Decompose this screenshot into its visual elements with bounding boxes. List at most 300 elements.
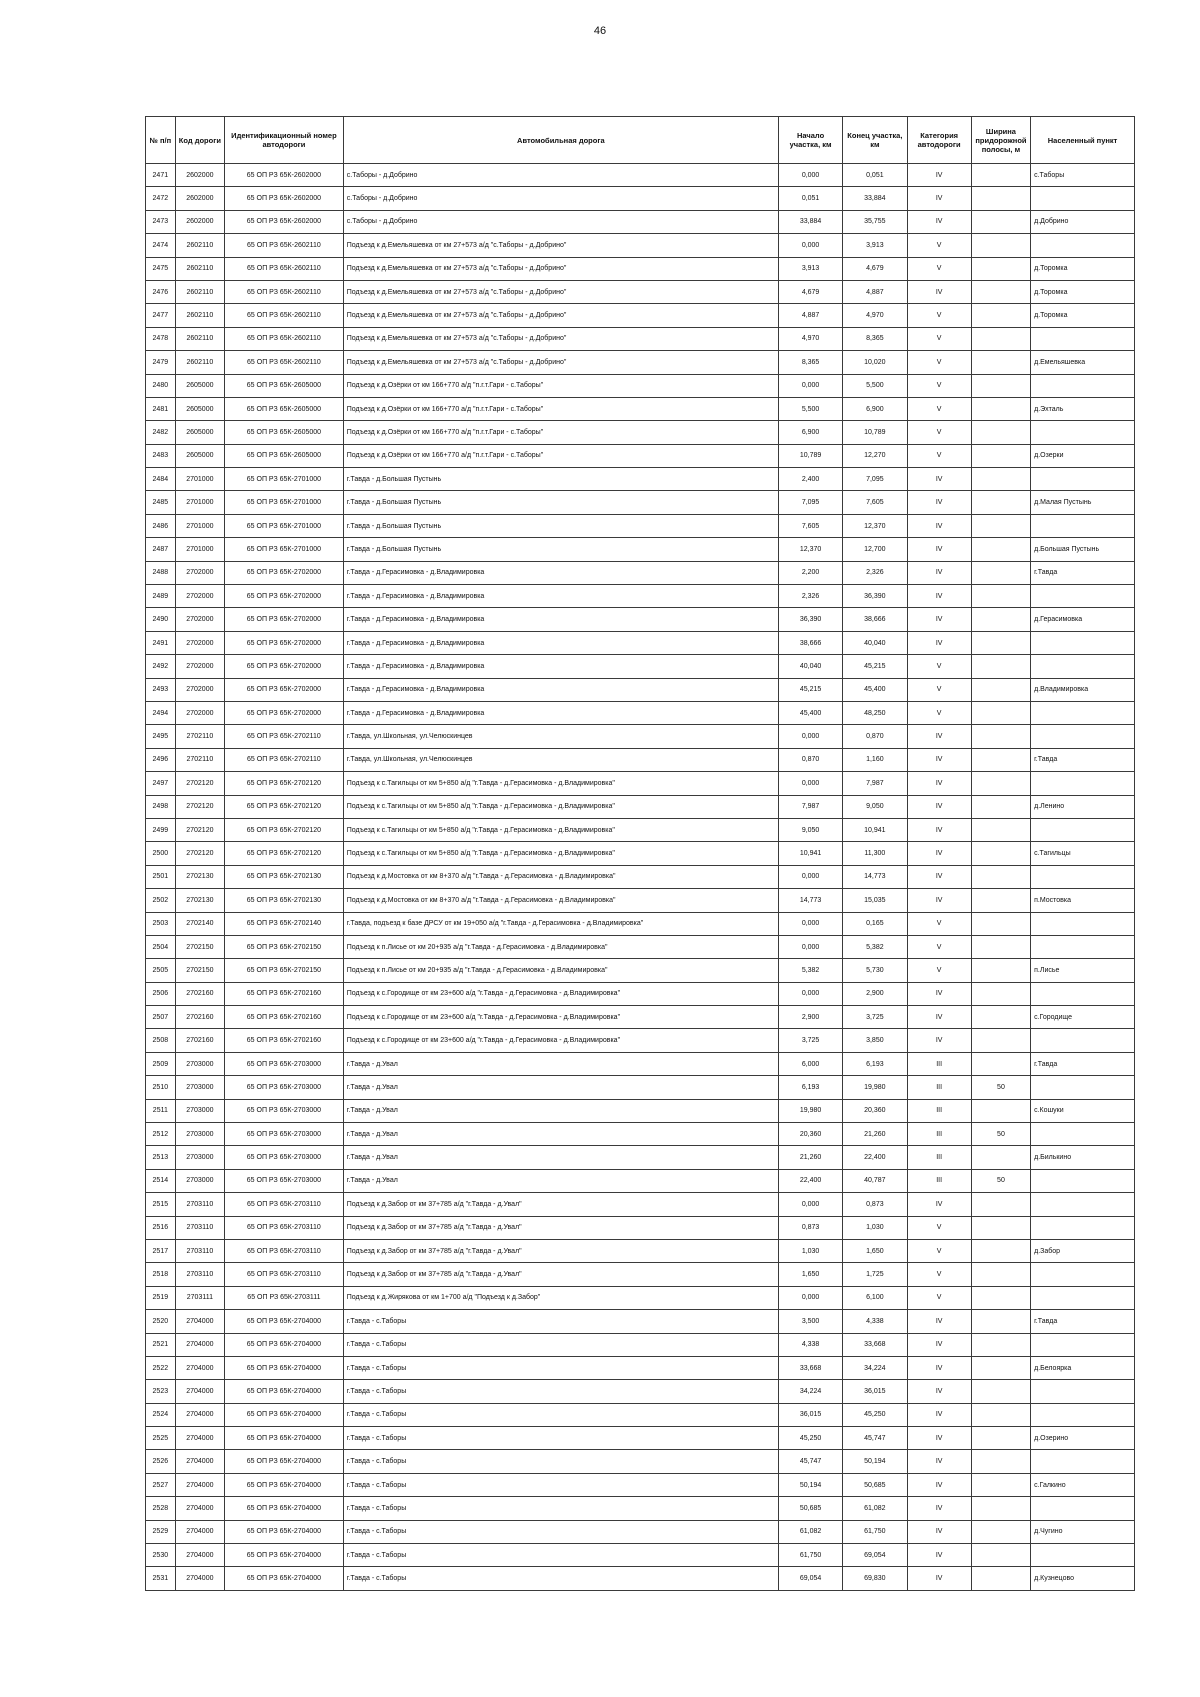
road-id-cell: 65 ОП РЗ 65К-2602110 [225, 304, 344, 327]
table-row [146, 865, 1135, 888]
row-number-cell: 2510 [146, 1076, 176, 1099]
row-number-cell: 2476 [146, 280, 176, 303]
category-cell: IV [907, 1193, 971, 1216]
road-id-cell: 65 ОП РЗ 65К-2704000 [225, 1403, 344, 1426]
roadside-width-cell [971, 842, 1030, 865]
settlement-cell [1031, 187, 1135, 210]
row-number-cell: 2471 [146, 164, 176, 187]
row-number-cell: 2498 [146, 795, 176, 818]
roadside-width-cell [971, 935, 1030, 958]
road-code-cell: 2702120 [175, 772, 224, 795]
settlement-cell: д.Озерино [1031, 1427, 1135, 1450]
road-code-cell: 2602110 [175, 327, 224, 350]
table-row [146, 1239, 1135, 1262]
road-name-cell: г.Тавда - с.Таборы [343, 1380, 778, 1403]
road-id-cell: 65 ОП РЗ 65К-2702000 [225, 678, 344, 701]
row-number-cell: 2529 [146, 1520, 176, 1543]
start-km-cell: 33,668 [778, 1356, 842, 1379]
start-km-cell: 2,900 [778, 1006, 842, 1029]
roadside-width-cell [971, 1216, 1030, 1239]
row-number-cell: 2527 [146, 1473, 176, 1496]
road-name-cell: Подъезд к д.Жиряковa от км 1+700 а/д "Подъезд к д.Забор" [343, 1286, 778, 1309]
table-row [146, 234, 1135, 257]
category-cell: IV [907, 1450, 971, 1473]
row-number-cell: 2490 [146, 608, 176, 631]
roadside-width-cell: 50 [971, 1169, 1030, 1192]
roadside-width-cell [971, 1193, 1030, 1216]
road-id-cell: 65 ОП РЗ 65К-2702120 [225, 842, 344, 865]
row-number-cell: 2484 [146, 468, 176, 491]
category-cell: V [907, 444, 971, 467]
road-id-cell: 65 ОП РЗ 65К-2702000 [225, 585, 344, 608]
road-name-cell: г.Тавда - д.Большая Пустынь [343, 514, 778, 537]
category-cell: IV [907, 1310, 971, 1333]
category-cell: IV [907, 1520, 971, 1543]
road-id-cell: 65 ОП РЗ 65К-2703000 [225, 1146, 344, 1169]
settlement-cell [1031, 818, 1135, 841]
start-km-cell: 6,900 [778, 421, 842, 444]
row-number-cell: 2486 [146, 514, 176, 537]
roadside-width-cell [971, 1239, 1030, 1262]
start-km-cell: 0,870 [778, 748, 842, 771]
table-row [146, 1123, 1135, 1146]
road-id-cell: 65 ОП РЗ 65К-2703000 [225, 1076, 344, 1099]
road-code-cell: 2702110 [175, 748, 224, 771]
category-cell: IV [907, 1497, 971, 1520]
start-km-cell: 12,370 [778, 538, 842, 561]
settlement-cell [1031, 1169, 1135, 1192]
table-row [146, 1567, 1135, 1590]
roadside-width-cell [971, 538, 1030, 561]
road-id-cell: 65 ОП РЗ 65К-2703110 [225, 1193, 344, 1216]
roadside-width-cell [971, 234, 1030, 257]
end-km-cell: 0,165 [843, 912, 907, 935]
road-code-cell: 2602000 [175, 187, 224, 210]
table-row [146, 1544, 1135, 1567]
row-number-cell: 2475 [146, 257, 176, 280]
road-code-cell: 2702160 [175, 982, 224, 1005]
roadside-width-cell [971, 1380, 1030, 1403]
row-number-cell: 2519 [146, 1286, 176, 1309]
road-name-cell: г.Тавда - д.Герасимовка - д.Владимировка [343, 561, 778, 584]
category-cell: V [907, 327, 971, 350]
column-header: Автомобильная дорога [343, 117, 778, 164]
road-id-cell: 65 ОП РЗ 65К-2704000 [225, 1497, 344, 1520]
start-km-cell: 2,326 [778, 585, 842, 608]
settlement-cell: д.Большая Пустынь [1031, 538, 1135, 561]
road-name-cell: г.Тавда - с.Таборы [343, 1403, 778, 1426]
category-cell: IV [907, 772, 971, 795]
road-id-cell: 65 ОП РЗ 65К-2701000 [225, 491, 344, 514]
table-row [146, 468, 1135, 491]
roadside-width-cell [971, 959, 1030, 982]
road-id-cell: 65 ОП РЗ 65К-2702160 [225, 1029, 344, 1052]
road-name-cell: г.Тавда - д.Герасимовка - д.Владимировка [343, 678, 778, 701]
road-code-cell: 2702000 [175, 678, 224, 701]
category-cell: V [907, 678, 971, 701]
row-number-cell: 2474 [146, 234, 176, 257]
table-row [146, 491, 1135, 514]
end-km-cell: 3,850 [843, 1029, 907, 1052]
row-number-cell: 2489 [146, 585, 176, 608]
end-km-cell: 5,500 [843, 374, 907, 397]
road-name-cell: г.Тавда - с.Таборы [343, 1567, 778, 1590]
road-code-cell: 2703110 [175, 1239, 224, 1262]
table-row [146, 678, 1135, 701]
table-row [146, 514, 1135, 537]
row-number-cell: 2523 [146, 1380, 176, 1403]
category-cell: V [907, 421, 971, 444]
settlement-cell [1031, 1403, 1135, 1426]
roadside-width-cell [971, 655, 1030, 678]
table-row [146, 1356, 1135, 1379]
settlement-cell [1031, 1544, 1135, 1567]
road-name-cell: г.Тавда - д.Увал [343, 1146, 778, 1169]
start-km-cell: 22,400 [778, 1169, 842, 1192]
settlement-cell [1031, 374, 1135, 397]
category-cell: V [907, 351, 971, 374]
table-row [146, 1099, 1135, 1122]
category-cell: V [907, 912, 971, 935]
category-cell: IV [907, 164, 971, 187]
category-cell: IV [907, 1567, 971, 1590]
start-km-cell: 61,750 [778, 1544, 842, 1567]
end-km-cell: 21,260 [843, 1123, 907, 1146]
row-number-cell: 2508 [146, 1029, 176, 1052]
road-id-cell: 65 ОП РЗ 65К-2701000 [225, 468, 344, 491]
start-km-cell: 50,194 [778, 1473, 842, 1496]
settlement-cell: г.Тавда [1031, 561, 1135, 584]
settlement-cell: г.Тавда [1031, 1310, 1135, 1333]
road-name-cell: г.Тавда - с.Таборы [343, 1333, 778, 1356]
road-name-cell: Подъезд к д.Мостовка от км 8+370 а/д "г.Тавда - д.Герасимовка - д.Владимировка" [343, 865, 778, 888]
road-name-cell: Подъезд к с.Тагильцы от км 5+850 а/д "г.Тавда - д.Герасимовка - д.Владимировка" [343, 795, 778, 818]
category-cell: IV [907, 748, 971, 771]
end-km-cell: 33,668 [843, 1333, 907, 1356]
column-header: № п/п [146, 117, 176, 164]
road-name-cell: г.Тавда - д.Герасимовка - д.Владимировка [343, 655, 778, 678]
settlement-cell: д.Торомка [1031, 280, 1135, 303]
start-km-cell: 4,679 [778, 280, 842, 303]
start-km-cell: 0,051 [778, 187, 842, 210]
road-code-cell: 2704000 [175, 1427, 224, 1450]
road-id-cell: 65 ОП РЗ 65К-2702130 [225, 889, 344, 912]
road-code-cell: 2703000 [175, 1123, 224, 1146]
table-row [146, 1216, 1135, 1239]
road-code-cell: 2704000 [175, 1380, 224, 1403]
road-name-cell: Подъезд к п.Лисье от км 20+935 а/д "г.Тавда - д.Герасимовка - д.Владимировка" [343, 935, 778, 958]
road-id-cell: 65 ОП РЗ 65К-2702160 [225, 982, 344, 1005]
row-number-cell: 2494 [146, 701, 176, 724]
road-id-cell: 65 ОП РЗ 65К-2703000 [225, 1169, 344, 1192]
settlement-cell [1031, 1123, 1135, 1146]
row-number-cell: 2477 [146, 304, 176, 327]
road-id-cell: 65 ОП РЗ 65К-2703110 [225, 1263, 344, 1286]
roadside-width-cell [971, 1520, 1030, 1543]
table-header-row [146, 117, 1135, 164]
start-km-cell: 36,015 [778, 1403, 842, 1426]
road-id-cell: 65 ОП РЗ 65К-2702000 [225, 608, 344, 631]
start-km-cell: 7,605 [778, 514, 842, 537]
road-code-cell: 2703000 [175, 1099, 224, 1122]
settlement-cell [1031, 701, 1135, 724]
road-id-cell: 65 ОП РЗ 65К-2702120 [225, 772, 344, 795]
end-km-cell: 6,900 [843, 397, 907, 420]
roadside-width-cell [971, 748, 1030, 771]
end-km-cell: 12,370 [843, 514, 907, 537]
settlement-cell [1031, 1193, 1135, 1216]
category-cell: V [907, 935, 971, 958]
roadside-width-cell [971, 772, 1030, 795]
roadside-width-cell [971, 374, 1030, 397]
settlement-cell: д.Ленино [1031, 795, 1135, 818]
end-km-cell: 0,870 [843, 725, 907, 748]
table-row [146, 1052, 1135, 1075]
roadside-width-cell [971, 421, 1030, 444]
road-id-cell: 65 ОП РЗ 65К-2605000 [225, 444, 344, 467]
end-km-cell: 8,365 [843, 327, 907, 350]
road-name-cell: Подъезд к д.Мостовка от км 8+370 а/д "г.Тавда - д.Герасимовка - д.Владимировка" [343, 889, 778, 912]
start-km-cell: 0,000 [778, 935, 842, 958]
start-km-cell: 6,000 [778, 1052, 842, 1075]
end-km-cell: 1,160 [843, 748, 907, 771]
road-name-cell: Подъезд к д.Емельяшевка от км 27+573 а/д "с.Таборы - д.Добрино" [343, 280, 778, 303]
settlement-cell: с.Городище [1031, 1006, 1135, 1029]
table-row [146, 748, 1135, 771]
road-id-cell: 65 ОП РЗ 65К-2702000 [225, 631, 344, 654]
road-name-cell: г.Тавда - с.Таборы [343, 1544, 778, 1567]
road-id-cell: 65 ОП РЗ 65К-2602110 [225, 351, 344, 374]
end-km-cell: 33,884 [843, 187, 907, 210]
end-km-cell: 36,015 [843, 1380, 907, 1403]
row-number-cell: 2515 [146, 1193, 176, 1216]
road-id-cell: 65 ОП РЗ 65К-2702110 [225, 725, 344, 748]
road-name-cell: г.Тавда - с.Таборы [343, 1356, 778, 1379]
row-number-cell: 2488 [146, 561, 176, 584]
roadside-width-cell [971, 1263, 1030, 1286]
table-row [146, 912, 1135, 935]
roadside-width-cell [971, 491, 1030, 514]
roadside-width-cell [971, 585, 1030, 608]
category-cell: IV [907, 1029, 971, 1052]
category-cell: IV [907, 187, 971, 210]
road-code-cell: 2704000 [175, 1497, 224, 1520]
roadside-width-cell [971, 795, 1030, 818]
end-km-cell: 3,725 [843, 1006, 907, 1029]
settlement-cell: п.Мостовка [1031, 889, 1135, 912]
category-cell: IV [907, 468, 971, 491]
column-header: Начало участка, км [778, 117, 842, 164]
start-km-cell: 6,193 [778, 1076, 842, 1099]
settlement-cell: п.Лисье [1031, 959, 1135, 982]
road-name-cell: г.Тавда - д.Герасимовка - д.Владимировка [343, 608, 778, 631]
roadside-width-cell [971, 1006, 1030, 1029]
road-code-cell: 2703110 [175, 1193, 224, 1216]
settlement-cell [1031, 585, 1135, 608]
end-km-cell: 69,830 [843, 1567, 907, 1590]
road-code-cell: 2602110 [175, 234, 224, 257]
start-km-cell: 45,747 [778, 1450, 842, 1473]
settlement-cell [1031, 468, 1135, 491]
road-id-cell: 65 ОП РЗ 65К-2702000 [225, 655, 344, 678]
road-id-cell: 65 ОП РЗ 65К-2602000 [225, 164, 344, 187]
road-name-cell: Подъезд к с.Городище от км 23+600 а/д "г.Тавда - д.Герасимовка - д.Владимировка" [343, 982, 778, 1005]
start-km-cell: 1,030 [778, 1239, 842, 1262]
row-number-cell: 2499 [146, 818, 176, 841]
category-cell: IV [907, 1333, 971, 1356]
road-code-cell: 2702000 [175, 631, 224, 654]
table-row [146, 1497, 1135, 1520]
road-code-cell: 2704000 [175, 1310, 224, 1333]
road-id-cell: 65 ОП РЗ 65К-2602110 [225, 257, 344, 280]
category-cell: IV [907, 1403, 971, 1426]
road-name-cell: г.Тавда - д.Большая Пустынь [343, 468, 778, 491]
roadside-width-cell [971, 678, 1030, 701]
category-cell: IV [907, 1544, 971, 1567]
row-number-cell: 2530 [146, 1544, 176, 1567]
category-cell: V [907, 959, 971, 982]
settlement-cell: д.Забор [1031, 1239, 1135, 1262]
road-code-cell: 2702130 [175, 865, 224, 888]
road-name-cell: Подъезд к д.Емельяшевка от км 27+573 а/д "с.Таборы - д.Добрино" [343, 351, 778, 374]
start-km-cell: 10,941 [778, 842, 842, 865]
road-code-cell: 2704000 [175, 1356, 224, 1379]
roadside-width-cell [971, 608, 1030, 631]
row-number-cell: 2482 [146, 421, 176, 444]
category-cell: IV [907, 1356, 971, 1379]
category-cell: IV [907, 1006, 971, 1029]
row-number-cell: 2485 [146, 491, 176, 514]
category-cell: III [907, 1076, 971, 1099]
start-km-cell: 0,000 [778, 1193, 842, 1216]
row-number-cell: 2503 [146, 912, 176, 935]
row-number-cell: 2505 [146, 959, 176, 982]
road-name-cell: Подъезд к д.Емельяшевка от км 27+573 а/д "с.Таборы - д.Добрино" [343, 234, 778, 257]
road-code-cell: 2702140 [175, 912, 224, 935]
road-id-cell: 65 ОП РЗ 65К-2702120 [225, 818, 344, 841]
category-cell: IV [907, 514, 971, 537]
settlement-cell: д.Емельяшевка [1031, 351, 1135, 374]
road-id-cell: 65 ОП РЗ 65К-2702120 [225, 795, 344, 818]
road-name-cell: Подъезд к п.Лисье от км 20+935 а/д "г.Тавда - д.Герасимовка - д.Владимировка" [343, 959, 778, 982]
row-number-cell: 2497 [146, 772, 176, 795]
start-km-cell: 0,000 [778, 1286, 842, 1309]
roadside-width-cell [971, 1567, 1030, 1590]
category-cell: V [907, 1216, 971, 1239]
end-km-cell: 48,250 [843, 701, 907, 724]
settlement-cell [1031, 772, 1135, 795]
roadside-width-cell [971, 1029, 1030, 1052]
settlement-cell: д.Озерки [1031, 444, 1135, 467]
road-name-cell: Подъезд к с.Городище от км 23+600 а/д "г.Тавда - д.Герасимовка - д.Владимировка" [343, 1006, 778, 1029]
road-name-cell: Подъезд к д.Озёрки от км 166+770 а/д "п.г.т.Гари - с.Таборы" [343, 444, 778, 467]
start-km-cell: 3,913 [778, 257, 842, 280]
start-km-cell: 0,000 [778, 912, 842, 935]
category-cell: IV [907, 608, 971, 631]
end-km-cell: 45,747 [843, 1427, 907, 1450]
start-km-cell: 0,000 [778, 982, 842, 1005]
column-header: Категория автодороги [907, 117, 971, 164]
roadside-width-cell [971, 561, 1030, 584]
table-row [146, 1310, 1135, 1333]
start-km-cell: 40,040 [778, 655, 842, 678]
category-cell: IV [907, 889, 971, 912]
road-code-cell: 2704000 [175, 1567, 224, 1590]
start-km-cell: 4,970 [778, 327, 842, 350]
road-code-cell: 2605000 [175, 444, 224, 467]
table-row [146, 1169, 1135, 1192]
start-km-cell: 10,789 [778, 444, 842, 467]
table-row [146, 701, 1135, 724]
start-km-cell: 0,000 [778, 865, 842, 888]
row-number-cell: 2495 [146, 725, 176, 748]
column-header: Ширина придорожной полосы, м [971, 117, 1030, 164]
road-name-cell: Подъезд к с.Городище от км 23+600 а/д "г.Тавда - д.Герасимовка - д.Владимировка" [343, 1029, 778, 1052]
start-km-cell: 45,250 [778, 1427, 842, 1450]
road-code-cell: 2702130 [175, 889, 224, 912]
start-km-cell: 50,685 [778, 1497, 842, 1520]
roadside-width-cell [971, 164, 1030, 187]
roadside-width-cell: 50 [971, 1123, 1030, 1146]
roadside-width-cell [971, 889, 1030, 912]
road-code-cell: 2602110 [175, 351, 224, 374]
category-cell: V [907, 655, 971, 678]
settlement-cell: д.Владимировка [1031, 678, 1135, 701]
table-row [146, 725, 1135, 748]
end-km-cell: 10,020 [843, 351, 907, 374]
roadside-width-cell [971, 351, 1030, 374]
table-row [146, 608, 1135, 631]
end-km-cell: 19,980 [843, 1076, 907, 1099]
row-number-cell: 2502 [146, 889, 176, 912]
settlement-cell [1031, 725, 1135, 748]
road-code-cell: 2702120 [175, 818, 224, 841]
roadside-width-cell [971, 912, 1030, 935]
category-cell: III [907, 1099, 971, 1122]
road-code-cell: 2701000 [175, 538, 224, 561]
road-code-cell: 2702000 [175, 561, 224, 584]
end-km-cell: 9,050 [843, 795, 907, 818]
road-name-cell: с.Таборы - д.Добрино [343, 164, 778, 187]
settlement-cell [1031, 982, 1135, 1005]
settlement-cell [1031, 1029, 1135, 1052]
road-code-cell: 2703110 [175, 1263, 224, 1286]
category-cell: IV [907, 1427, 971, 1450]
table-row [146, 164, 1135, 187]
category-cell: III [907, 1052, 971, 1075]
settlement-cell [1031, 1450, 1135, 1473]
row-number-cell: 2479 [146, 351, 176, 374]
road-code-cell: 2701000 [175, 514, 224, 537]
road-id-cell: 65 ОП РЗ 65К-2605000 [225, 397, 344, 420]
column-header: Конец участка, км [843, 117, 907, 164]
road-id-cell: 65 ОП РЗ 65К-2605000 [225, 421, 344, 444]
end-km-cell: 4,679 [843, 257, 907, 280]
row-number-cell: 2480 [146, 374, 176, 397]
table-row [146, 397, 1135, 420]
roadside-width-cell [971, 327, 1030, 350]
column-header: Идентификационный номер автодороги [225, 117, 344, 164]
settlement-cell: с.Тагильцы [1031, 842, 1135, 865]
end-km-cell: 15,035 [843, 889, 907, 912]
road-id-cell: 65 ОП РЗ 65К-2702130 [225, 865, 344, 888]
table-row [146, 982, 1135, 1005]
table-row [146, 374, 1135, 397]
road-code-cell: 2702000 [175, 701, 224, 724]
road-code-cell: 2703000 [175, 1169, 224, 1192]
roadside-width-cell [971, 1310, 1030, 1333]
end-km-cell: 22,400 [843, 1146, 907, 1169]
